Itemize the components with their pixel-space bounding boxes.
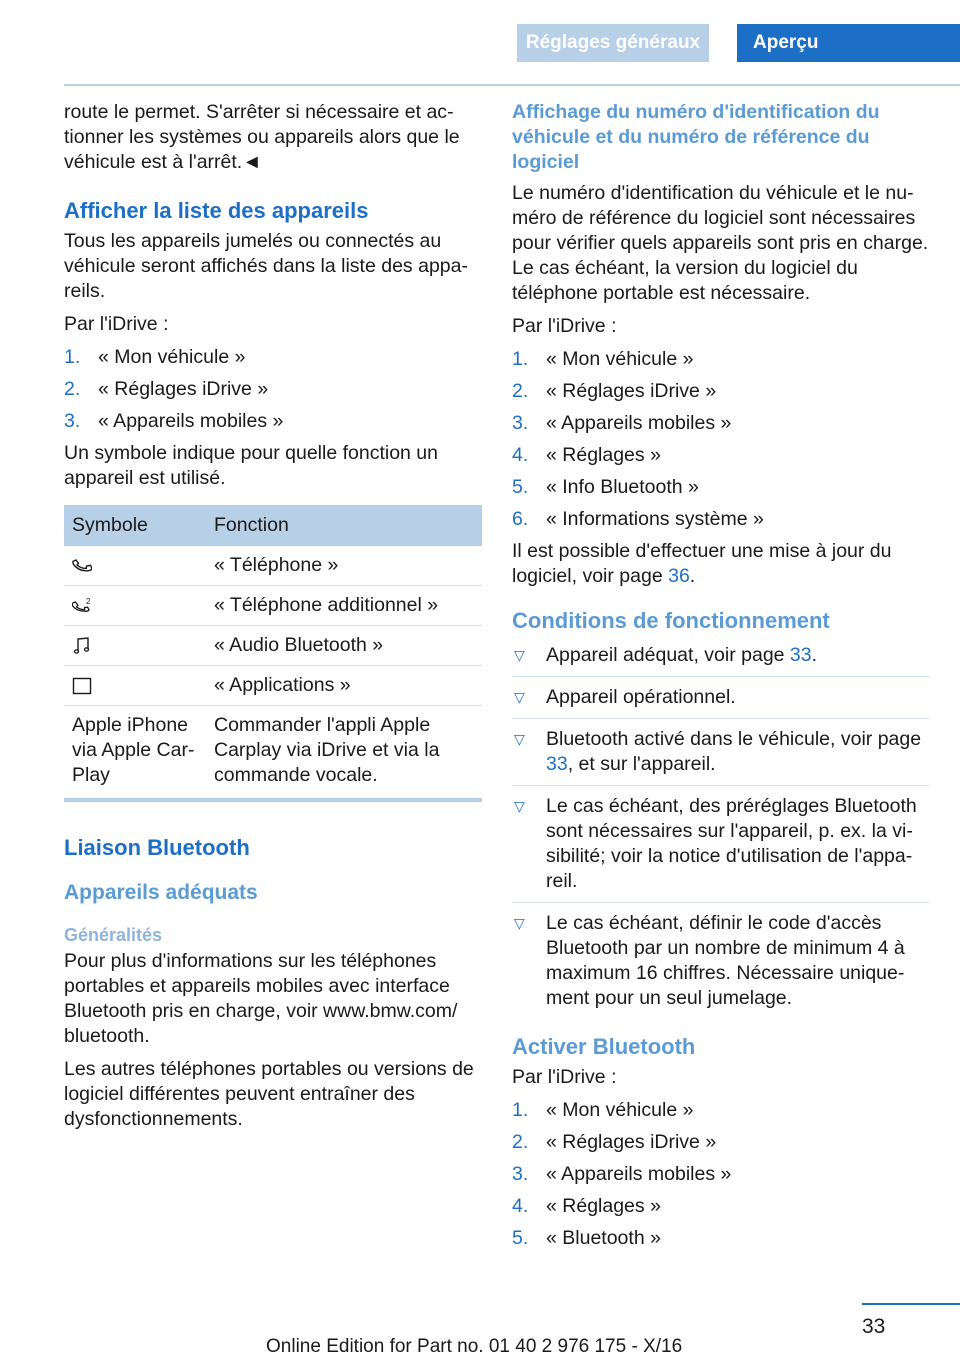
step-text: « Mon véhicule » — [546, 348, 694, 370]
heading-activate-bluetooth: Activer Bluetooth — [512, 1034, 696, 1059]
list-item — [512, 1162, 930, 1187]
list-devices-steps — [64, 345, 482, 434]
table-row — [64, 546, 482, 586]
vin-via: Par l'iDrive : — [512, 315, 617, 337]
step-text: « Bluetooth » — [546, 1227, 661, 1249]
step-text: « Appareils mobiles » — [546, 412, 732, 434]
heading-general: Généralités — [64, 925, 163, 945]
heading-list-devices: Afficher la liste des appareils — [64, 198, 369, 223]
heading-conditions: Conditions de fonctionnement — [512, 608, 830, 633]
table-row — [64, 626, 482, 666]
list-item: ▽ Appareil adéquat, voir page 33. — [512, 643, 930, 677]
list-item — [64, 377, 482, 402]
list-item — [512, 379, 930, 404]
music-note-icon — [72, 636, 92, 656]
step-number: 5. — [512, 476, 529, 498]
step-text: « Mon véhicule » — [546, 1099, 694, 1121]
phone-icon — [72, 556, 92, 576]
function-cell: « Téléphone » — [206, 546, 482, 586]
heading-suitable-devices: Appareils adéquats — [64, 881, 258, 904]
page-link[interactable]: 33 — [789, 644, 812, 666]
step-number: 3. — [512, 1163, 529, 1185]
column-header-symbol: Symbole — [64, 505, 206, 546]
list-item — [512, 1130, 930, 1155]
step-number: 1. — [512, 1099, 529, 1121]
symbol-table — [64, 505, 482, 802]
symbol-note: Un symbole indique pour quelle fonction un appareil est utilisé. — [64, 442, 438, 489]
list-item: ▽ Appareil opérationnel. — [512, 685, 930, 719]
table-row — [64, 706, 482, 801]
step-text: « Réglages » — [546, 444, 661, 466]
page-link[interactable]: 33 — [546, 753, 568, 775]
step-text: « Réglages iDrive » — [98, 378, 269, 400]
list-item — [512, 507, 930, 532]
column-header-function: Fonction — [206, 505, 482, 546]
step-number: 6. — [512, 508, 529, 530]
function-cell: Commander l'appli Apple Carplay via iDrive et via la commande vocale. — [206, 706, 482, 801]
step-number: 1. — [512, 348, 529, 370]
square-icon — [72, 676, 92, 696]
table-row — [64, 666, 482, 706]
svg-text:2: 2 — [86, 596, 91, 606]
table-row — [64, 586, 482, 626]
list-item — [512, 347, 930, 372]
list-devices-body: Tous les appareils jumelés ou connectés au véhicule seront affichés dans la liste des appareils. — [64, 230, 468, 302]
list-item — [64, 409, 482, 434]
list-item: ▽ Le cas échéant, des préréglages Bluetooth sont nécessaires sur l'appareil, p. ex. la visibilité; voir la notice d'utilisation de l'appareil. — [512, 794, 930, 903]
vin-steps — [512, 347, 930, 532]
step-number: 4. — [512, 444, 529, 466]
list-item: ▽ Bluetooth activé dans le véhicule, voir page 33, et sur l'appareil. — [512, 727, 930, 786]
table-header-row — [64, 505, 482, 546]
triangle-bullet-icon: ▽ — [514, 689, 525, 705]
function-cell: « Téléphone additionnel » — [206, 586, 482, 626]
conditions-list — [512, 643, 930, 1019]
triangle-bullet-icon: ▽ — [514, 647, 525, 663]
list-item — [512, 1098, 930, 1123]
step-text: « Appareils mobiles » — [546, 1163, 732, 1185]
general-paragraph-2: Les autres téléphones portables ou versions de logiciel différentes peuvent entraîner des dysfonctionnements. — [64, 1058, 474, 1130]
step-number: 3. — [512, 412, 529, 434]
chapter-tab[interactable]: Aperçu — [737, 24, 960, 62]
symbol-cell: Apple iPhone via Apple CarPlay — [64, 706, 206, 801]
step-number: 2. — [64, 378, 81, 400]
step-number: 4. — [512, 1195, 529, 1217]
header-divider — [64, 84, 960, 86]
list-item — [512, 475, 930, 500]
heading-bluetooth-link: Liaison Bluetooth — [64, 835, 250, 860]
right-column — [512, 100, 930, 1258]
step-text: « Mon véhicule » — [98, 346, 246, 368]
footer-divider — [862, 1303, 960, 1305]
activate-steps — [512, 1098, 930, 1251]
list-devices-via: Par l'iDrive : — [64, 313, 169, 335]
function-cell: « Applications » — [206, 666, 482, 706]
step-text: « Appareils mobiles » — [98, 410, 284, 432]
list-item — [512, 1226, 930, 1251]
section-title: Réglages généraux — [517, 24, 709, 62]
general-paragraph-1: Pour plus d'informations sur les téléphones portables et appareils mobiles avec interface Bluetooth pris en charge, voir www.bmw.com/ bluetooth. — [64, 950, 458, 1047]
list-item — [64, 345, 482, 370]
function-cell: « Audio Bluetooth » — [206, 626, 482, 666]
phone-2-icon — [72, 596, 92, 616]
vin-body: Le numéro d'identification du véhicule et le numéro de référence du logiciel sont nécessaires pour vérifier quels appareils sont pris en charge. Le cas échéant, la version du logiciel du téléphone portable est nécessaire. — [512, 182, 929, 304]
step-text: « Informations système » — [546, 508, 764, 530]
intro-paragraph: route le permet. S'arrêter si nécessaire et actionner les systèmes ou appareils alors que le véhicule est à l'arrêt.◄ — [64, 101, 460, 173]
list-item — [512, 1194, 930, 1219]
page-link[interactable]: 36 — [668, 565, 690, 587]
step-number: 3. — [64, 410, 81, 432]
triangle-bullet-icon: ▽ — [514, 798, 525, 814]
page-header — [0, 24, 960, 62]
activate-via: Par l'iDrive : — [512, 1066, 617, 1088]
step-number: 2. — [512, 380, 529, 402]
step-text: « Info Bluetooth » — [546, 476, 699, 498]
update-note: Il est possible d'effectuer une mise à jour du logiciel, voir page 36. — [512, 540, 892, 587]
triangle-bullet-icon: ▽ — [514, 915, 525, 931]
step-number: 1. — [64, 346, 81, 368]
list-item — [512, 443, 930, 468]
heading-vin: Affichage du numéro d'identification du véhicule et du numéro de référence du logiciel — [512, 101, 880, 173]
list-item — [512, 411, 930, 436]
step-text: « Réglages » — [546, 1195, 661, 1217]
left-column — [64, 100, 482, 1140]
triangle-bullet-icon: ▽ — [514, 731, 525, 747]
step-number: 2. — [512, 1131, 529, 1153]
page-number: 33 — [862, 1315, 886, 1338]
step-text: « Réglages iDrive » — [546, 380, 717, 402]
step-number: 5. — [512, 1227, 529, 1249]
list-item: ▽ Le cas échéant, définir le code d'accès Bluetooth par un nombre de minimum 4 à maximum 16 chiffres. Nécessaire uniquement pour un seul jumelage. — [514, 912, 905, 1009]
edition-note: Online Edition for Part no. 01 40 2 976 175 - X/16 — [266, 1336, 683, 1357]
step-text: « Réglages iDrive » — [546, 1131, 717, 1153]
